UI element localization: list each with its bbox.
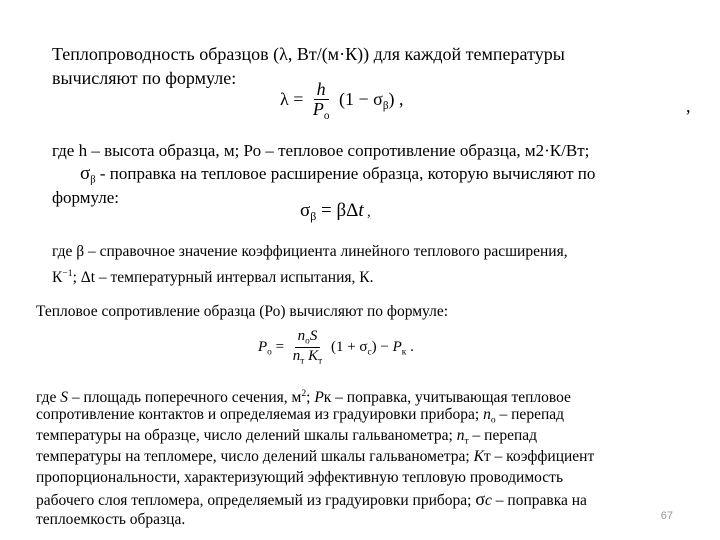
formula-po-num-s: S xyxy=(309,328,318,344)
formula-lambda-lhs: λ = xyxy=(280,89,304,110)
delta-t-line xyxy=(52,264,373,287)
formula-po-pk: P xyxy=(392,339,402,356)
formula-po-mid-close: ) − xyxy=(371,339,393,356)
sample-temp-text: температуры на образце, число делений шкалы гальванометра; xyxy=(36,427,457,444)
sigma-beta-line xyxy=(80,164,595,191)
formula-lambda-denominator: P xyxy=(312,98,324,119)
thermal-resistance-heading: Тепловое сопротивление образца (Ро) вычисляют по формуле: xyxy=(36,303,449,320)
formula-po-den-n: n xyxy=(292,348,301,364)
where-s-prefix: где xyxy=(36,388,61,406)
symbol-nt-sub: т xyxy=(464,435,469,447)
formula-sigma-rhs: = βΔ xyxy=(316,200,359,221)
sigma-beta-symbol: σ xyxy=(80,163,91,184)
formula-po-num-n: n xyxy=(297,328,306,344)
formula-lambda-fraction xyxy=(310,80,333,122)
sigma-c-description: – поправка на xyxy=(491,492,587,509)
sigma-beta-sub: β xyxy=(90,174,96,186)
formula-sigma-var: t xyxy=(358,200,364,221)
formula-sigma-tail: , xyxy=(363,205,371,220)
contacts-text: сопротивление контактов и определяемая из градуировки прибора; xyxy=(36,406,484,423)
sigma-beta-description: - поправка на тепловое расширение образца, которую вычисляют по xyxy=(95,164,596,183)
where-s-sep: ; xyxy=(306,388,315,406)
formula-po-num-n-sub: о xyxy=(305,336,310,347)
intro-line-1: Теплопроводность образцов (λ, Вт/(м·К)) для каждой температуры xyxy=(52,44,565,64)
page-number: 67 xyxy=(660,510,673,522)
kt-description: т – коэффициент xyxy=(483,448,595,465)
formula-po-pk-sub: к xyxy=(401,347,407,358)
delta-t-description: ; Δt – температурный интервал испытания, К. xyxy=(72,268,374,286)
formula-lambda xyxy=(280,80,404,122)
where-s-text: – площадь поперечного сечения, м xyxy=(67,388,302,406)
formula-po-lhs-sub: о xyxy=(267,347,272,358)
where-h-line: где h – высота образца, м; Ро – тепловое сопротивление образца, м2·К/Вт; xyxy=(52,141,590,160)
unit-k-exponent: −1 xyxy=(62,268,73,279)
proportionality-line: пропорциональности, характеризующий эффективную тепловую проводимость xyxy=(36,469,564,486)
pk-description: к – поправка, учитывающая тепловое xyxy=(323,388,571,406)
formula-po-mid-sub: c xyxy=(367,347,372,358)
unit-k: К xyxy=(52,268,63,286)
working-layer-line xyxy=(36,489,587,511)
m2-exponent: 2 xyxy=(301,388,307,399)
formula-lambda-numerator: h xyxy=(314,80,329,100)
heatmeter-temp-text: температуры на тепломере, число делений шкалы гальванометра; xyxy=(36,448,474,465)
heat-capacity-line: теплоемкость образца. xyxy=(36,511,186,528)
symbol-sigma-c: σ xyxy=(475,489,486,509)
nt-description: – перепад xyxy=(468,427,538,444)
where-beta-line: где β – справочное значение коэффициента линейного теплового расширения, xyxy=(52,243,568,260)
working-layer-text: рабочего слоя тепломера, определяемый из градуировки прибора; xyxy=(36,492,476,509)
formula-po-den-n-sub: т xyxy=(300,356,305,367)
heatmeter-temp-line xyxy=(36,447,594,467)
formula-sigma xyxy=(300,200,371,224)
formula-po-den-k: K xyxy=(308,348,319,364)
no-description: – перепад xyxy=(495,406,565,423)
formula-lambda-factor: (1 − σ xyxy=(338,89,383,110)
symbol-no-sub: о xyxy=(490,414,496,426)
formula-po-eq: = xyxy=(271,339,288,356)
formula-lambda-tail: ) , xyxy=(388,89,404,110)
formula-po xyxy=(258,329,414,366)
symbol-pk: Р xyxy=(314,388,324,406)
symbol-no: n xyxy=(483,406,491,423)
symbol-s: S xyxy=(60,388,68,406)
intro-line-2: вычисляют по формуле: xyxy=(52,68,237,88)
formula-po-mid: (1 + σ xyxy=(330,339,368,356)
formula-lambda-factor-sub: β xyxy=(382,100,389,113)
formula-sigma-lhs-sub: β xyxy=(310,210,317,224)
formula-label-line: формуле: xyxy=(52,188,120,207)
formula-po-lhs: P xyxy=(258,339,268,356)
formula-sigma-lhs: σ xyxy=(300,200,311,221)
formula-po-tail: . xyxy=(406,339,414,356)
formula-po-fraction xyxy=(290,329,325,366)
symbol-sigma-c-sub: с xyxy=(485,492,492,509)
symbol-nt: n xyxy=(456,427,465,444)
formula-lambda-trailing-comma: , xyxy=(686,96,691,116)
symbol-kt: К xyxy=(473,448,484,465)
formula-lambda-den-sub: о xyxy=(323,109,330,122)
formula-po-den-k-sub: т xyxy=(318,356,323,367)
